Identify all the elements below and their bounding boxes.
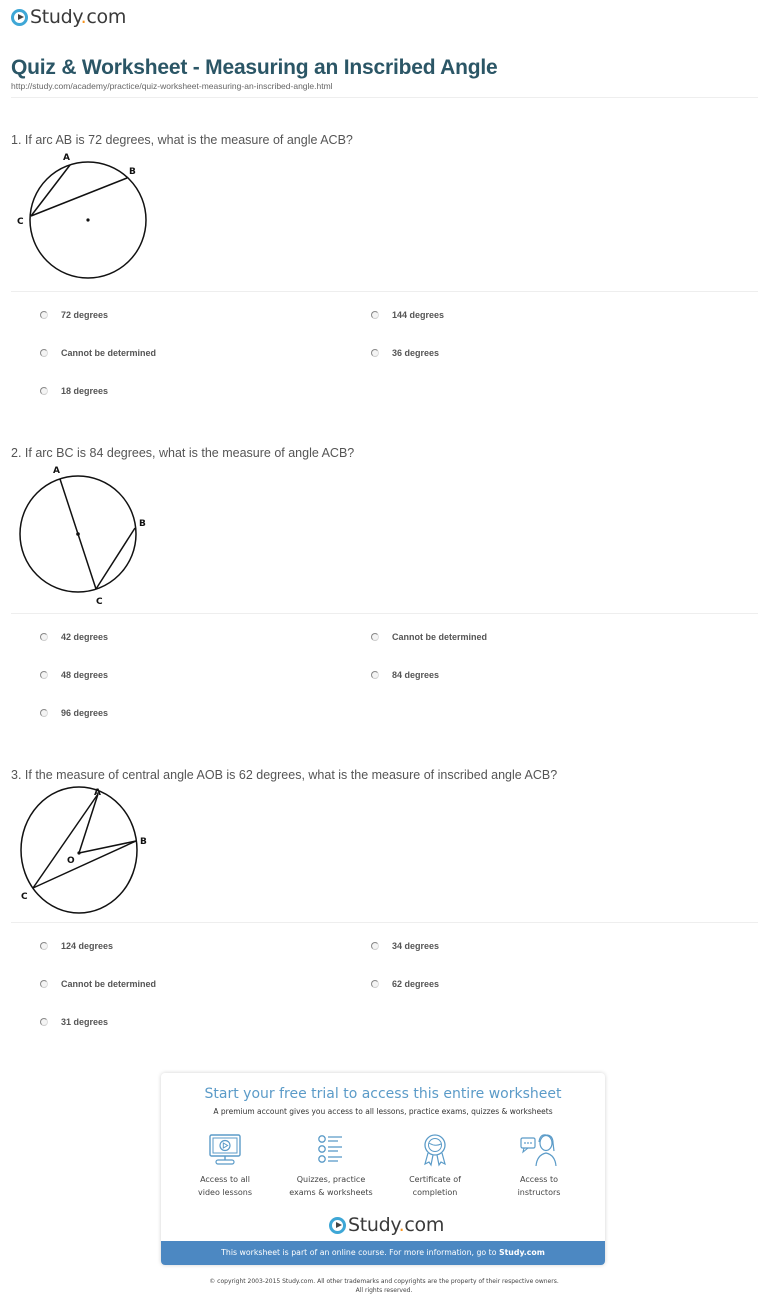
page-url[interactable]: http://study.com/academy/practice/quiz-worksheet-measuring-an-inscribed-angle.html bbox=[11, 81, 333, 91]
answer-option[interactable]: 72 degrees bbox=[40, 310, 108, 320]
divider bbox=[11, 613, 758, 614]
feature-instructors: Access to instructors bbox=[489, 1133, 589, 1199]
radio-button[interactable] bbox=[40, 349, 48, 357]
answer-option[interactable]: 124 degrees bbox=[40, 941, 113, 951]
study-logo[interactable] bbox=[11, 6, 126, 28]
copyright-footer: © copyright 2003-2015 Study.com. All other trademarks and copyrights are the property of their respective owners. All rights reserved. bbox=[209, 1278, 559, 1294]
page-title: Quiz & Worksheet - Measuring an Inscribed Angle bbox=[11, 56, 498, 79]
svg-text:A: A bbox=[63, 153, 70, 163]
answer-option[interactable]: 31 degrees bbox=[40, 1017, 108, 1027]
divider bbox=[11, 97, 758, 98]
answer-option[interactable]: 34 degrees bbox=[371, 941, 439, 951]
answer-option[interactable]: 62 degrees bbox=[371, 979, 439, 989]
svg-text:C: C bbox=[21, 892, 28, 902]
svg-text:B: B bbox=[140, 837, 147, 847]
radio-button[interactable] bbox=[371, 311, 379, 319]
radio-button[interactable] bbox=[40, 633, 48, 641]
svg-text:C: C bbox=[96, 597, 103, 607]
radio-button[interactable] bbox=[40, 709, 48, 717]
svg-text:B: B bbox=[129, 167, 136, 177]
radio-button[interactable] bbox=[371, 349, 379, 357]
video-lesson-icon bbox=[207, 1133, 243, 1167]
radio-button[interactable] bbox=[40, 671, 48, 679]
answer-option[interactable]: Cannot be determined bbox=[371, 632, 487, 642]
answer-option[interactable]: Cannot be determined bbox=[40, 979, 156, 989]
svg-text:A: A bbox=[94, 788, 101, 798]
question-2-text: 2. If arc BC is 84 degrees, what is the measure of angle ACB? bbox=[11, 446, 355, 460]
instructor-icon bbox=[519, 1133, 559, 1167]
feature-video-lessons: Access to all video lessons bbox=[175, 1133, 275, 1199]
feature-quizzes: Quizzes, practice exams & worksheets bbox=[281, 1133, 381, 1199]
question-2-figure bbox=[10, 462, 155, 610]
answer-option[interactable]: Cannot be determined bbox=[40, 348, 156, 358]
certificate-icon bbox=[417, 1133, 453, 1167]
radio-button[interactable] bbox=[371, 980, 379, 988]
svg-text:B: B bbox=[139, 519, 146, 529]
radio-button[interactable] bbox=[371, 671, 379, 679]
answer-option[interactable]: 144 degrees bbox=[371, 310, 444, 320]
study-logo[interactable] bbox=[329, 1214, 444, 1236]
radio-button[interactable] bbox=[40, 1018, 48, 1026]
question-3-text: 3. If the measure of central angle AOB is 62 degrees, what is the measure of inscribed angle ACB? bbox=[11, 768, 558, 782]
radio-button[interactable] bbox=[371, 633, 379, 641]
svg-text:C: C bbox=[17, 217, 24, 227]
question-3-figure bbox=[10, 784, 155, 920]
play-logo-icon bbox=[11, 9, 28, 26]
logo-wordmark: Study.com bbox=[30, 6, 127, 28]
play-logo-icon bbox=[329, 1217, 346, 1234]
answer-option[interactable]: 42 degrees bbox=[40, 632, 108, 642]
free-trial-promo bbox=[161, 1073, 605, 1265]
question-1-figure bbox=[10, 150, 155, 290]
divider bbox=[11, 922, 758, 923]
svg-text:A: A bbox=[53, 466, 60, 476]
promo-subtitle: A premium account gives you access to all lessons, practice exams, quizzes & worksheets bbox=[213, 1107, 553, 1116]
radio-button[interactable] bbox=[40, 387, 48, 395]
radio-button[interactable] bbox=[40, 942, 48, 950]
answer-option[interactable]: 84 degrees bbox=[371, 670, 439, 680]
divider bbox=[11, 291, 758, 292]
answer-option[interactable]: 48 degrees bbox=[40, 670, 108, 680]
feature-certificate: Certificate of completion bbox=[385, 1133, 485, 1199]
study-com-link[interactable]: Study.com bbox=[498, 1248, 545, 1257]
answer-option[interactable]: 96 degrees bbox=[40, 708, 108, 718]
course-info-bar: This worksheet is part of an online course. For more information, go to Study.com bbox=[161, 1241, 605, 1265]
radio-button[interactable] bbox=[371, 942, 379, 950]
radio-button[interactable] bbox=[40, 311, 48, 319]
promo-title[interactable]: Start your free trial to access this entire worksheet bbox=[204, 1086, 562, 1102]
answer-option[interactable]: 18 degrees bbox=[40, 386, 108, 396]
logo-wordmark: Study.com bbox=[348, 1214, 445, 1236]
quiz-list-icon bbox=[313, 1133, 349, 1167]
question-1-text: 1. If arc AB is 72 degrees, what is the measure of angle ACB? bbox=[11, 133, 353, 147]
answer-option[interactable]: 36 degrees bbox=[371, 348, 439, 358]
radio-button[interactable] bbox=[40, 980, 48, 988]
svg-text:O: O bbox=[67, 856, 75, 866]
